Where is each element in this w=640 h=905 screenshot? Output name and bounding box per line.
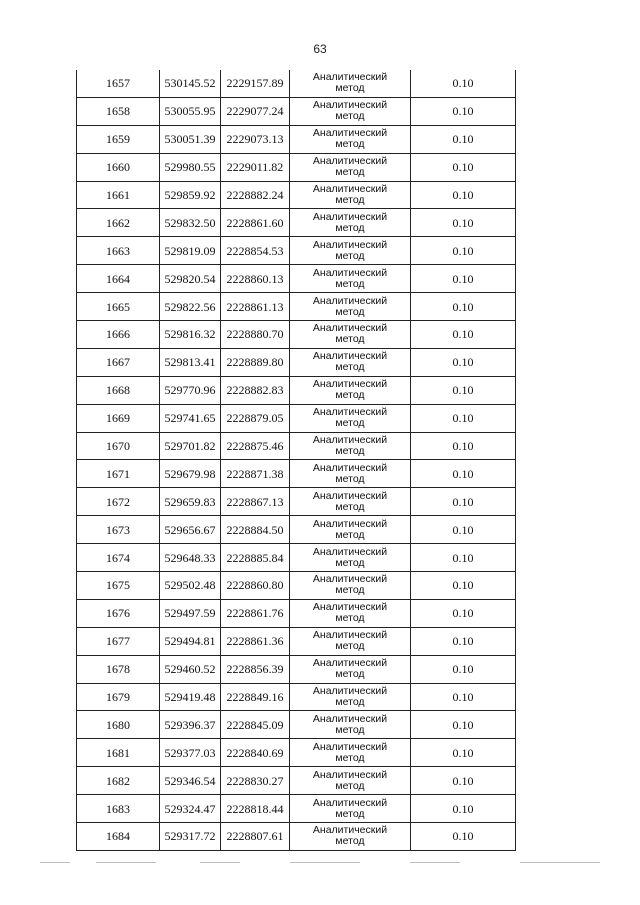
method-text-line2: метод <box>335 445 365 458</box>
x-coordinate-cell: 529419.48 <box>160 683 221 711</box>
y-coordinate-cell: 2228861.60 <box>221 209 290 237</box>
y-coordinate-cell: 2228889.80 <box>221 348 290 376</box>
method-text-line1: Аналитический <box>312 824 388 837</box>
table-row <box>77 739 516 767</box>
method-text-line2: метод <box>335 361 365 374</box>
method-text-line1: Аналитический <box>312 768 388 781</box>
point-number-cell: 1666 <box>77 321 160 349</box>
x-coordinate-cell: 529648.33 <box>160 544 221 572</box>
point-number-cell: 1664 <box>77 265 160 293</box>
method-text-line2: метод <box>335 138 365 151</box>
method-text-line1: Аналитический <box>312 601 388 614</box>
table-row <box>77 823 516 851</box>
x-coordinate-cell: 529813.41 <box>160 348 221 376</box>
method-text-line2: метод <box>335 500 365 513</box>
x-coordinate-cell: 530055.95 <box>160 97 221 125</box>
method-text-line2: метод <box>335 584 365 597</box>
method-text-line1: Аналитический <box>312 489 388 502</box>
table-row <box>77 237 516 265</box>
accuracy-cell: 0.10 <box>411 125 516 153</box>
x-coordinate-cell: 529656.67 <box>160 516 221 544</box>
page-number: 63 <box>313 42 327 56</box>
point-number-cell: 1662 <box>77 209 160 237</box>
table-row <box>77 70 516 97</box>
accuracy-cell: 0.10 <box>411 516 516 544</box>
point-number-cell: 1673 <box>77 516 160 544</box>
table-row <box>77 711 516 739</box>
method-cell <box>290 237 411 265</box>
x-coordinate-cell: 529346.54 <box>160 767 221 795</box>
method-cell <box>290 460 411 488</box>
y-coordinate-cell: 2228861.13 <box>221 293 290 321</box>
method-text-line1: Аналитический <box>312 685 388 698</box>
method-text-line2: метод <box>335 640 365 653</box>
method-cell <box>290 293 411 321</box>
table-row <box>77 432 516 460</box>
y-coordinate-cell: 2228867.13 <box>221 488 290 516</box>
x-coordinate-cell: 529497.59 <box>160 599 221 627</box>
method-text-line2: метод <box>335 556 365 569</box>
y-coordinate-cell: 2228860.80 <box>221 572 290 600</box>
y-coordinate-cell: 2229073.13 <box>221 125 290 153</box>
method-cell <box>290 265 411 293</box>
point-number-cell: 1684 <box>77 823 160 851</box>
x-coordinate-cell: 529494.81 <box>160 627 221 655</box>
accuracy-cell: 0.10 <box>411 97 516 125</box>
point-number-cell: 1659 <box>77 125 160 153</box>
accuracy-cell: 0.10 <box>411 767 516 795</box>
method-text-line1: Аналитический <box>312 406 388 419</box>
method-text-line2: метод <box>335 668 365 681</box>
method-text-line1: Аналитический <box>312 740 388 753</box>
accuracy-cell: 0.10 <box>411 544 516 572</box>
accuracy-cell: 0.10 <box>411 348 516 376</box>
table-row <box>77 544 516 572</box>
x-coordinate-cell: 529377.03 <box>160 739 221 767</box>
x-coordinate-cell: 530051.39 <box>160 125 221 153</box>
table-row <box>77 321 516 349</box>
y-coordinate-cell: 2228861.76 <box>221 599 290 627</box>
y-coordinate-cell: 2228860.13 <box>221 265 290 293</box>
point-number-cell: 1658 <box>77 97 160 125</box>
method-text-line1: Аналитический <box>312 461 388 474</box>
method-text-line1: Аналитический <box>312 350 388 363</box>
accuracy-cell: 0.10 <box>411 237 516 265</box>
y-coordinate-cell: 2228879.05 <box>221 404 290 432</box>
method-text-line2: метод <box>335 82 365 95</box>
method-cell <box>290 404 411 432</box>
point-number-cell: 1680 <box>77 711 160 739</box>
x-coordinate-cell: 529741.65 <box>160 404 221 432</box>
method-text-line1: Аналитический <box>312 545 388 558</box>
accuracy-cell: 0.10 <box>411 376 516 404</box>
table-row <box>77 488 516 516</box>
table-row <box>77 795 516 823</box>
method-text-line2: метод <box>335 696 365 709</box>
y-coordinate-cell: 2228875.46 <box>221 432 290 460</box>
method-text-line1: Аналитический <box>312 796 388 809</box>
y-coordinate-cell: 2229157.89 <box>221 70 290 97</box>
point-number-cell: 1678 <box>77 655 160 683</box>
method-cell <box>290 516 411 544</box>
x-coordinate-cell: 529679.98 <box>160 460 221 488</box>
y-coordinate-cell: 2228840.69 <box>221 739 290 767</box>
table-body <box>77 70 516 850</box>
table-row <box>77 209 516 237</box>
method-text-line2: метод <box>335 305 365 318</box>
point-number-cell: 1668 <box>77 376 160 404</box>
method-text-line2: метод <box>335 277 365 290</box>
table-row <box>77 153 516 181</box>
point-number-cell: 1679 <box>77 683 160 711</box>
point-number-cell: 1677 <box>77 627 160 655</box>
method-cell <box>290 488 411 516</box>
table-row <box>77 460 516 488</box>
method-text-line2: метод <box>335 194 365 206</box>
method-cell <box>290 321 411 349</box>
y-coordinate-cell: 2228884.50 <box>221 516 290 544</box>
x-coordinate-cell: 529816.32 <box>160 321 221 349</box>
point-number-cell: 1675 <box>77 572 160 600</box>
method-text-line1: Аналитический <box>312 99 388 112</box>
method-text-line1: Аналитический <box>312 517 388 530</box>
point-number-cell: 1681 <box>77 739 160 767</box>
method-text-line2: метод <box>335 807 365 820</box>
method-text-line2: метод <box>335 417 365 430</box>
method-cell <box>290 711 411 739</box>
y-coordinate-cell: 2228854.53 <box>221 237 290 265</box>
method-text-line1: Аналитический <box>312 629 388 642</box>
accuracy-cell: 0.10 <box>411 153 516 181</box>
method-text-line1: Аналитический <box>312 378 388 391</box>
method-text-line1: Аналитический <box>312 322 388 335</box>
point-number-cell: 1667 <box>77 348 160 376</box>
table-row <box>77 767 516 795</box>
x-coordinate-cell: 529701.82 <box>160 432 221 460</box>
y-coordinate-cell: 2229077.24 <box>221 97 290 125</box>
method-text-line1: Аналитический <box>312 183 388 195</box>
method-cell <box>290 683 411 711</box>
point-number-cell: 1661 <box>77 181 160 209</box>
y-coordinate-cell: 2228845.09 <box>221 711 290 739</box>
x-coordinate-cell: 529820.54 <box>160 265 221 293</box>
accuracy-cell: 0.10 <box>411 321 516 349</box>
y-coordinate-cell: 2228856.39 <box>221 655 290 683</box>
accuracy-cell: 0.10 <box>411 293 516 321</box>
table-row <box>77 376 516 404</box>
method-text-line2: метод <box>335 249 365 262</box>
method-cell <box>290 795 411 823</box>
accuracy-cell: 0.10 <box>411 432 516 460</box>
x-coordinate-cell: 529324.47 <box>160 795 221 823</box>
point-number-cell: 1665 <box>77 293 160 321</box>
accuracy-cell: 0.10 <box>411 404 516 432</box>
x-coordinate-cell: 529819.09 <box>160 237 221 265</box>
accuracy-cell: 0.10 <box>411 599 516 627</box>
accuracy-cell: 0.10 <box>411 627 516 655</box>
method-text-line2: метод <box>335 612 365 625</box>
table-row <box>77 181 516 209</box>
method-text-line2: метод <box>335 221 365 234</box>
method-cell <box>290 181 411 209</box>
y-coordinate-cell: 2228830.27 <box>221 767 290 795</box>
method-text-line2: метод <box>335 110 365 123</box>
y-coordinate-cell: 2228849.16 <box>221 683 290 711</box>
table-row <box>77 516 516 544</box>
point-number-cell: 1682 <box>77 767 160 795</box>
x-coordinate-cell: 529859.92 <box>160 181 221 209</box>
table-row <box>77 293 516 321</box>
method-cell <box>290 572 411 600</box>
method-text-line1: Аналитический <box>312 155 388 168</box>
point-number-cell: 1674 <box>77 544 160 572</box>
method-text-line1: Аналитический <box>312 266 388 279</box>
method-cell <box>290 70 411 97</box>
point-number-cell: 1663 <box>77 237 160 265</box>
accuracy-cell: 0.10 <box>411 488 516 516</box>
method-text-line2: метод <box>335 779 365 792</box>
y-coordinate-cell: 2228818.44 <box>221 795 290 823</box>
table-row <box>77 683 516 711</box>
point-number-cell: 1683 <box>77 795 160 823</box>
x-coordinate-cell: 529822.56 <box>160 293 221 321</box>
accuracy-cell: 0.10 <box>411 795 516 823</box>
method-cell <box>290 125 411 153</box>
y-coordinate-cell: 2228880.70 <box>221 321 290 349</box>
x-coordinate-cell: 529770.96 <box>160 376 221 404</box>
method-text-line2: метод <box>335 472 365 485</box>
method-text-line1: Аналитический <box>312 573 388 586</box>
method-text-line1: Аналитический <box>312 434 388 447</box>
accuracy-cell: 0.10 <box>411 739 516 767</box>
accuracy-cell: 0.10 <box>411 181 516 209</box>
table-row <box>77 404 516 432</box>
accuracy-cell: 0.10 <box>411 70 516 97</box>
table-row <box>77 125 516 153</box>
method-text-line2: метод <box>335 723 365 736</box>
method-cell <box>290 432 411 460</box>
method-text-line2: метод <box>335 835 365 848</box>
method-text-line1: Аналитический <box>312 210 388 223</box>
y-coordinate-cell: 2228882.24 <box>221 181 290 209</box>
y-coordinate-cell: 2229011.82 <box>221 153 290 181</box>
x-coordinate-cell: 529659.83 <box>160 488 221 516</box>
method-text-line2: метод <box>335 389 365 402</box>
method-cell <box>290 153 411 181</box>
point-number-cell: 1669 <box>77 404 160 432</box>
accuracy-cell: 0.10 <box>411 572 516 600</box>
accuracy-cell: 0.10 <box>411 655 516 683</box>
table-row <box>77 97 516 125</box>
method-cell <box>290 599 411 627</box>
method-text-line1: Аналитический <box>312 238 388 251</box>
method-cell <box>290 823 411 851</box>
method-cell <box>290 767 411 795</box>
accuracy-cell: 0.10 <box>411 209 516 237</box>
y-coordinate-cell: 2228861.36 <box>221 627 290 655</box>
y-coordinate-cell: 2228885.84 <box>221 544 290 572</box>
method-text-line1: Аналитический <box>312 657 388 670</box>
method-text-line1: Аналитический <box>312 71 388 84</box>
x-coordinate-cell: 530145.52 <box>160 70 221 97</box>
y-coordinate-cell: 2228882.83 <box>221 376 290 404</box>
table-row <box>77 265 516 293</box>
accuracy-cell: 0.10 <box>411 683 516 711</box>
point-number-cell: 1660 <box>77 153 160 181</box>
y-coordinate-cell: 2228807.61 <box>221 823 290 851</box>
table-row <box>77 599 516 627</box>
method-text-line2: метод <box>335 333 365 346</box>
method-text-line1: Аналитический <box>312 712 388 725</box>
x-coordinate-cell: 529502.48 <box>160 572 221 600</box>
table-row <box>77 655 516 683</box>
method-cell <box>290 655 411 683</box>
table-row <box>77 627 516 655</box>
method-cell <box>290 97 411 125</box>
x-coordinate-cell: 529317.72 <box>160 823 221 851</box>
point-number-cell: 1671 <box>77 460 160 488</box>
coordinates-table <box>76 70 516 851</box>
x-coordinate-cell: 529396.37 <box>160 711 221 739</box>
point-number-cell: 1676 <box>77 599 160 627</box>
accuracy-cell: 0.10 <box>411 265 516 293</box>
point-number-cell: 1657 <box>77 70 160 97</box>
x-coordinate-cell: 529460.52 <box>160 655 221 683</box>
method-text-line1: Аналитический <box>312 127 388 140</box>
method-text-line2: метод <box>335 166 365 179</box>
y-coordinate-cell: 2228871.38 <box>221 460 290 488</box>
x-coordinate-cell: 529832.50 <box>160 209 221 237</box>
table-row <box>77 572 516 600</box>
accuracy-cell: 0.10 <box>411 460 516 488</box>
method-cell <box>290 627 411 655</box>
point-number-cell: 1670 <box>77 432 160 460</box>
method-cell <box>290 544 411 572</box>
method-text-line1: Аналитический <box>312 294 388 307</box>
x-coordinate-cell: 529980.55 <box>160 153 221 181</box>
accuracy-cell: 0.10 <box>411 823 516 851</box>
table-row <box>77 348 516 376</box>
point-number-cell: 1672 <box>77 488 160 516</box>
scan-artifact-line <box>0 862 640 870</box>
method-cell <box>290 209 411 237</box>
method-cell <box>290 376 411 404</box>
accuracy-cell: 0.10 <box>411 711 516 739</box>
method-cell <box>290 348 411 376</box>
method-cell <box>290 739 411 767</box>
method-text-line2: метод <box>335 528 365 541</box>
method-text-line2: метод <box>335 751 365 764</box>
